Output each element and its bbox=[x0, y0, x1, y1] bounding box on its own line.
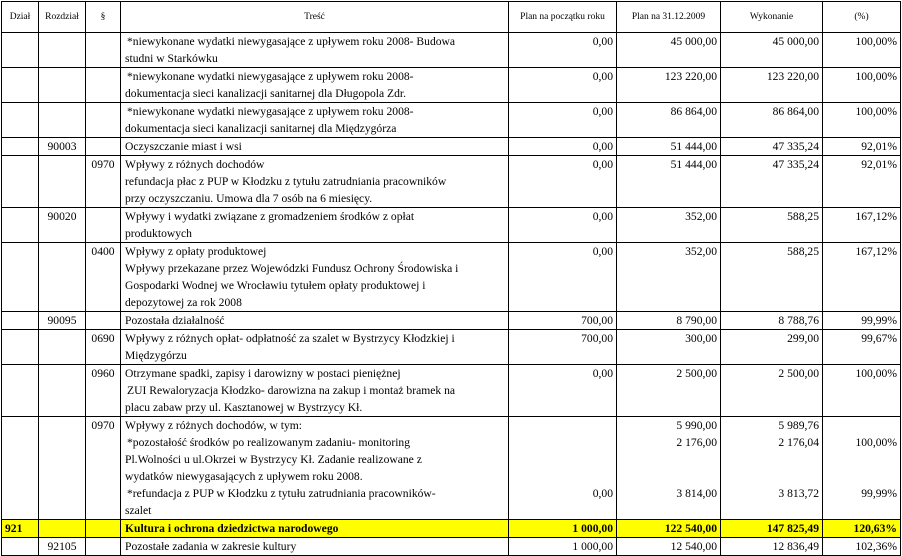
cell-percent: 100,00% bbox=[823, 33, 901, 68]
table-row bbox=[2, 138, 901, 156]
value-line bbox=[724, 468, 819, 485]
cell-percent: 99,67% bbox=[823, 330, 901, 365]
table-row bbox=[2, 243, 901, 312]
value-line bbox=[724, 502, 819, 519]
cell-percent: 167,12% bbox=[823, 208, 901, 243]
cell-paragraf bbox=[86, 68, 121, 103]
tresc-line: ZUI Rewaloryzacja Kłodzko- darowizna na zakup i montaż bramek na bbox=[127, 384, 456, 397]
cell-rozdzial bbox=[39, 103, 86, 138]
cell-plan-start: 0,00 bbox=[509, 138, 617, 156]
value-line: 3 814,00 bbox=[676, 487, 717, 500]
tresc-line: Międzygórzu bbox=[125, 349, 187, 362]
cell-percent: 120,63% bbox=[823, 520, 901, 538]
tresc-line: Wpływy z różnych opłat- odpłatność za szalet w Bystrzycy Kłodzkiej i bbox=[125, 332, 455, 345]
cell-paragraf bbox=[86, 33, 121, 68]
cell-plan-start: 0,00 bbox=[509, 156, 617, 208]
tresc-line: refundacja płac z PUP w Kłodzku z tytułu zatrudniania pracowników bbox=[125, 175, 447, 188]
value-line bbox=[512, 451, 613, 468]
cell-percent: 100,00% bbox=[823, 365, 901, 417]
cell-plan-end: 12 540,00 bbox=[617, 538, 721, 556]
cell-wykonanie: 299,00 bbox=[721, 330, 823, 365]
cell-wykonanie: 47 335,24 bbox=[721, 156, 823, 208]
cell-paragraf bbox=[86, 103, 121, 138]
cell-percent: 100,00% bbox=[823, 103, 901, 138]
cell-wykonanie: 588,25 bbox=[721, 243, 823, 312]
tresc-line: Wpływy z opłaty produktowej bbox=[125, 245, 267, 258]
cell-paragraf bbox=[86, 312, 121, 330]
cell-plan-end: 122 540,00 bbox=[617, 520, 721, 538]
tresc-line: *refundacja z PUP w Kłodzku z tytułu zatrudniania pracowników- bbox=[127, 487, 436, 500]
budget-table bbox=[1, 1, 901, 556]
cell-tresc bbox=[121, 138, 509, 156]
value-line bbox=[826, 451, 897, 468]
section-row-921 bbox=[2, 520, 901, 538]
tresc-line: Wpływy przekazane przez Wojewódzki Fundusz Ochrony Środowiska i bbox=[125, 262, 459, 275]
cell-rozdzial bbox=[39, 365, 86, 417]
cell-tresc: Kultura i ochrona dziedzictwa narodowego bbox=[121, 520, 509, 538]
cell-dzial bbox=[2, 365, 39, 417]
table-row bbox=[2, 365, 901, 417]
cell-rozdzial bbox=[39, 33, 86, 68]
table-row bbox=[2, 156, 901, 208]
cell-plan-start: 700,00 bbox=[509, 330, 617, 365]
cell-plan-start: 0,00 bbox=[509, 68, 617, 103]
cell-tresc bbox=[121, 208, 509, 243]
tresc-line: produktowych bbox=[125, 227, 192, 240]
value-line: 5 990,00 bbox=[676, 419, 717, 432]
value-line: 2 176,00 bbox=[676, 436, 717, 449]
cell-plan-end: 123 220,00 bbox=[617, 68, 721, 103]
cell-wykonanie: 123 220,00 bbox=[721, 68, 823, 103]
cell-rozdzial bbox=[39, 156, 86, 208]
cell-dzial bbox=[2, 156, 39, 208]
tresc-line: *niewykonane wydatki niewygasające z upływem roku 2008- Budowa bbox=[127, 35, 456, 48]
cell-plan-end: 86 864,00 bbox=[617, 103, 721, 138]
cell-plan-end: 8 790,00 bbox=[617, 312, 721, 330]
header-wykonanie: Wykonanie bbox=[721, 2, 823, 33]
cell-rozdzial bbox=[39, 330, 86, 365]
cell-percent: 100,00% bbox=[823, 68, 901, 103]
cell-wykonanie: 2 500,00 bbox=[721, 365, 823, 417]
tresc-line: Wpływy z różnych dochodów, w tym: bbox=[125, 419, 302, 432]
value-line: 100,00% bbox=[855, 436, 897, 449]
tresc-line: depozytowej za rok 2008 bbox=[125, 296, 242, 309]
value-line: 2 176,04 bbox=[778, 436, 819, 449]
cell-wykonanie: 47 335,24 bbox=[721, 138, 823, 156]
cell-dzial bbox=[2, 538, 39, 556]
cell-paragraf: 0400 bbox=[86, 243, 121, 312]
cell-tresc bbox=[121, 103, 509, 138]
table-row bbox=[2, 68, 901, 103]
value-line bbox=[826, 468, 897, 485]
value-line: 99,99% bbox=[861, 487, 897, 500]
value-line: 0,00 bbox=[592, 487, 613, 500]
cell-dzial bbox=[2, 417, 39, 520]
table-row bbox=[2, 330, 901, 365]
tresc-line: *niewykonane wydatki niewygasające z upływem roku 2008- bbox=[127, 70, 414, 83]
cell-plan-end: 352,00 bbox=[617, 243, 721, 312]
cell-paragraf bbox=[86, 208, 121, 243]
cell-percent: 92,01% bbox=[823, 138, 901, 156]
tresc-line: Pl.Wolności u ul.Okrzei w Bystrzycy Kł. Zadanie realizowane z bbox=[125, 453, 422, 466]
cell-plan-start: 700,00 bbox=[509, 312, 617, 330]
cell-plan-start bbox=[509, 417, 617, 520]
cell-plan-end: 300,00 bbox=[617, 330, 721, 365]
header-tresc: Treść bbox=[121, 2, 509, 33]
cell-rozdzial: 90020 bbox=[39, 208, 86, 243]
cell-tresc bbox=[121, 330, 509, 365]
cell-paragraf bbox=[86, 538, 121, 556]
header-paragraf: § bbox=[86, 2, 121, 33]
tresc-line: *pozostałość środków po realizowanym zadaniu- monitoring bbox=[127, 436, 411, 449]
tresc-line: wydatków niewygasających z upływem roku 2008. bbox=[125, 470, 363, 483]
cell-dzial bbox=[2, 243, 39, 312]
table-row bbox=[2, 538, 901, 556]
value-line bbox=[826, 417, 897, 434]
cell-plan-end: 51 444,00 bbox=[617, 156, 721, 208]
tresc-line: dokumentacja sieci kanalizacji sanitarnej dla Długopola Zdr. bbox=[125, 87, 407, 100]
cell-plan-end: 352,00 bbox=[617, 208, 721, 243]
cell-percent: 92,01% bbox=[823, 156, 901, 208]
table-row bbox=[2, 417, 901, 520]
cell-percent: 99,99% bbox=[823, 312, 901, 330]
header-rozdzial: Rozdział bbox=[39, 2, 86, 33]
cell-tresc: Pozostałe zadania w zakresie kultury bbox=[121, 538, 509, 556]
cell-wykonanie: 147 825,49 bbox=[721, 520, 823, 538]
cell-plan-start: 0,00 bbox=[509, 365, 617, 417]
tresc-line: *niewykonane wydatki niewygasające z upływem roku 2008- bbox=[127, 105, 414, 118]
cell-tresc bbox=[121, 156, 509, 208]
tresc-line: przy oczyszczaniu. Umowa dla 7 osób na 6 miesięcy. bbox=[125, 192, 373, 205]
cell-paragraf bbox=[86, 138, 121, 156]
header-dzial: Dział bbox=[2, 2, 39, 33]
cell-dzial bbox=[2, 312, 39, 330]
table-row bbox=[2, 33, 901, 68]
cell-dzial bbox=[2, 68, 39, 103]
cell-wykonanie bbox=[721, 417, 823, 520]
cell-paragraf: 0690 bbox=[86, 330, 121, 365]
value-line bbox=[724, 451, 819, 468]
value-line bbox=[512, 468, 613, 485]
cell-dzial bbox=[2, 33, 39, 68]
cell-tresc bbox=[121, 365, 509, 417]
tresc-line: Wpływy i wydatki związane z gromadzeniem środków z opłat bbox=[125, 210, 415, 223]
cell-rozdzial: 92105 bbox=[39, 538, 86, 556]
cell-dzial bbox=[2, 330, 39, 365]
cell-tresc bbox=[121, 68, 509, 103]
header-plan-end: Plan na 31.12.2009 bbox=[617, 2, 721, 33]
value-line bbox=[620, 451, 717, 468]
cell-dzial bbox=[2, 103, 39, 138]
cell-rozdzial bbox=[39, 243, 86, 312]
cell-percent: 167,12% bbox=[823, 243, 901, 312]
cell-plan-end bbox=[617, 417, 721, 520]
cell-plan-start: 1 000,00 bbox=[509, 538, 617, 556]
cell-wykonanie: 12 836,49 bbox=[721, 538, 823, 556]
table-body bbox=[2, 33, 901, 556]
cell-plan-start: 0,00 bbox=[509, 33, 617, 68]
cell-paragraf: 0960 bbox=[86, 365, 121, 417]
cell-tresc bbox=[121, 33, 509, 68]
header-percent: (%) bbox=[823, 2, 901, 33]
value-line: 5 989,76 bbox=[778, 419, 819, 432]
value-line bbox=[512, 417, 613, 434]
cell-rozdzial bbox=[39, 520, 86, 538]
table-row bbox=[2, 208, 901, 243]
value-line: 3 813,72 bbox=[778, 487, 819, 500]
tresc-line: studni w Starkówku bbox=[125, 52, 218, 65]
cell-paragraf bbox=[86, 520, 121, 538]
table-row bbox=[2, 103, 901, 138]
tresc-line: Otrzymane spadki, zapisy i darowizny w postaci pieniężnej bbox=[125, 367, 401, 380]
cell-plan-start: 1 000,00 bbox=[509, 520, 617, 538]
value-line bbox=[620, 502, 717, 519]
header-row bbox=[2, 2, 901, 33]
cell-wykonanie: 588,25 bbox=[721, 208, 823, 243]
cell-dzial: 921 bbox=[2, 520, 39, 538]
value-line bbox=[826, 502, 897, 519]
cell-dzial bbox=[2, 208, 39, 243]
cell-tresc bbox=[121, 312, 509, 330]
cell-tresc bbox=[121, 417, 509, 520]
tresc-line: placu zabaw przy ul. Kasztanowej w Bystrzycy Kł. bbox=[125, 401, 363, 414]
cell-percent: 102,36% bbox=[823, 538, 901, 556]
tresc-line: Oczyszczanie miast i wsi bbox=[125, 140, 242, 153]
cell-percent bbox=[823, 417, 901, 520]
tresc-line: Gospodarki Wodnej we Wrocławiu tytułem opłaty produktowej i bbox=[125, 279, 426, 292]
cell-plan-start: 0,00 bbox=[509, 208, 617, 243]
value-line bbox=[512, 434, 613, 451]
cell-paragraf: 0970 bbox=[86, 156, 121, 208]
cell-tresc bbox=[121, 243, 509, 312]
cell-rozdzial: 90003 bbox=[39, 138, 86, 156]
value-line bbox=[620, 468, 717, 485]
cell-plan-end: 2 500,00 bbox=[617, 365, 721, 417]
cell-wykonanie: 45 000,00 bbox=[721, 33, 823, 68]
value-line bbox=[512, 502, 613, 519]
cell-rozdzial: 90095 bbox=[39, 312, 86, 330]
header-plan-start: Plan na początku roku bbox=[509, 2, 617, 33]
cell-plan-start: 0,00 bbox=[509, 103, 617, 138]
cell-plan-end: 51 444,00 bbox=[617, 138, 721, 156]
cell-dzial bbox=[2, 138, 39, 156]
tresc-line: szalet bbox=[125, 504, 152, 517]
tresc-line: Wpływy z różnych dochodów bbox=[125, 158, 265, 171]
table-row bbox=[2, 312, 901, 330]
tresc-line: Pozostała działalność bbox=[125, 314, 225, 327]
cell-plan-start: 0,00 bbox=[509, 243, 617, 312]
cell-plan-end: 45 000,00 bbox=[617, 33, 721, 68]
cell-wykonanie: 86 864,00 bbox=[721, 103, 823, 138]
cell-rozdzial bbox=[39, 417, 86, 520]
tresc-line: dokumentacja sieci kanalizacji sanitarnej dla Międzygórza bbox=[125, 122, 397, 135]
cell-paragraf: 0970 bbox=[86, 417, 121, 520]
cell-rozdzial bbox=[39, 68, 86, 103]
cell-wykonanie: 8 788,76 bbox=[721, 312, 823, 330]
